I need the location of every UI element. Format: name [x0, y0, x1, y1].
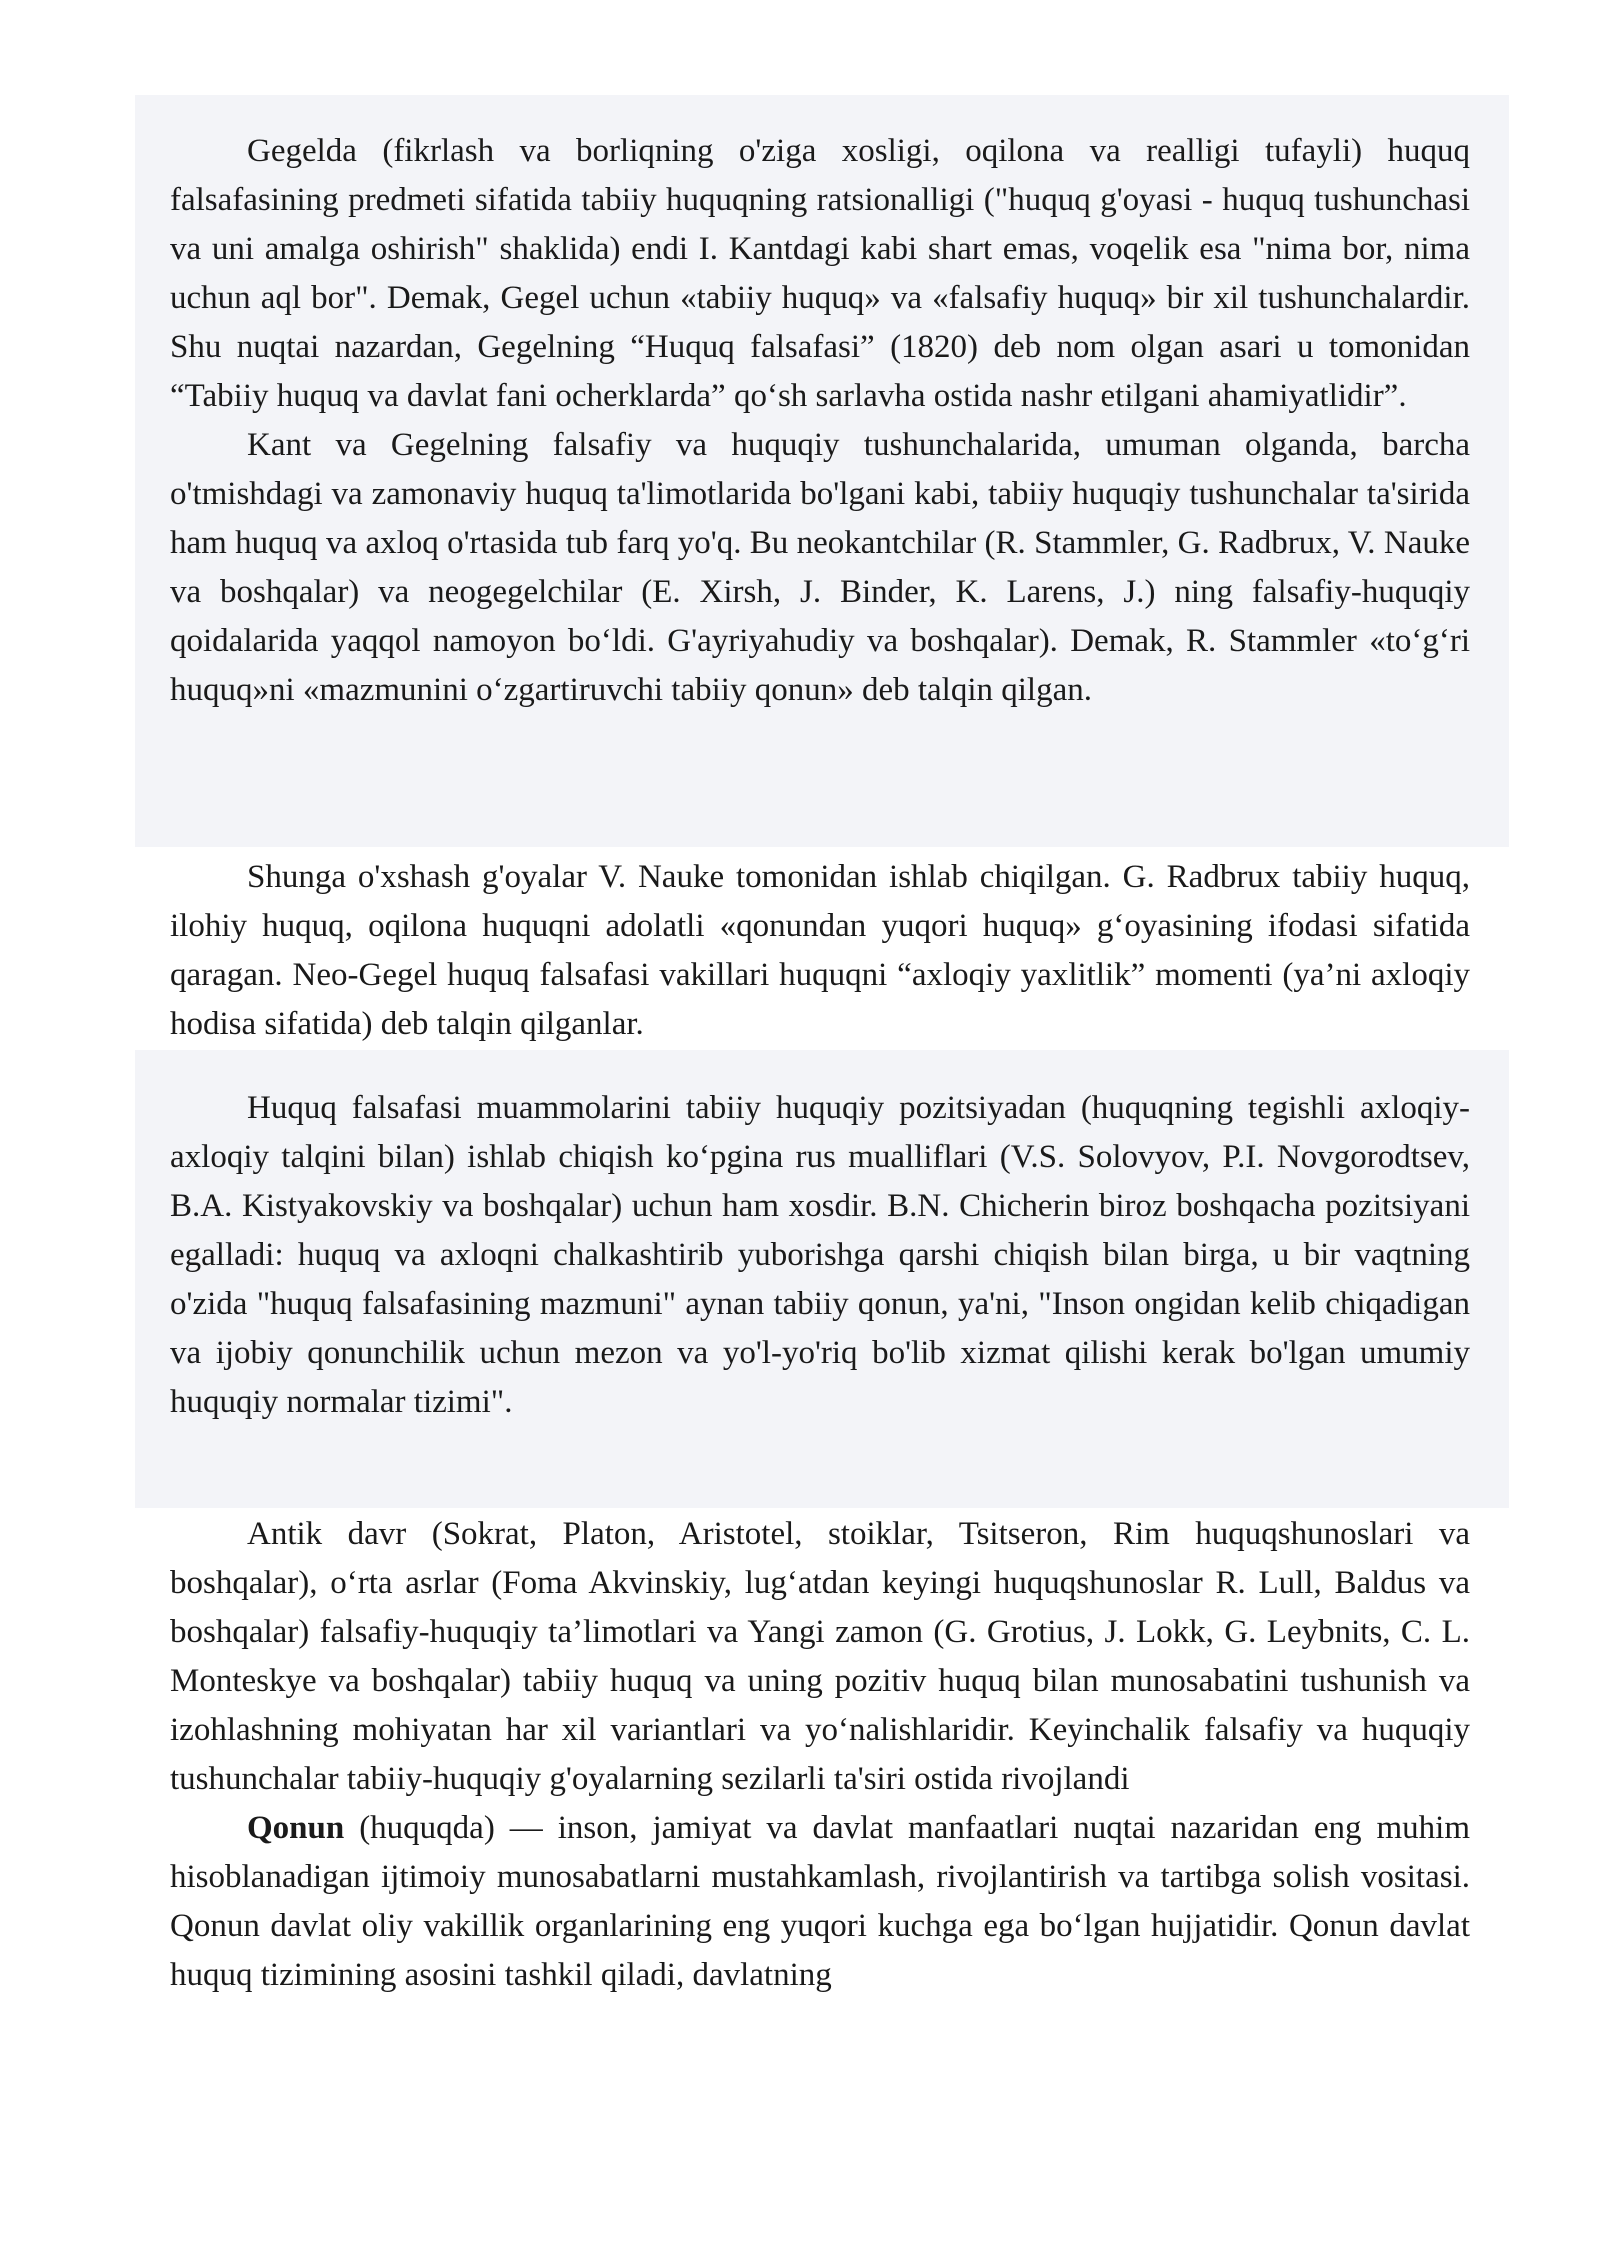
- text-block-hegel: [170, 127, 1470, 715]
- qonun-definition-text: (huquqda) — inson, jamiyat va davlat manfaatlari nuqtai nazaridan eng muhim hisoblanadigan ijtimoiy munosabatlarni mustahkamlash, rivojlantirish va tartibga solish vositasi. Qonun davlat oliy vakillik organlarining eng yuqori kuchga ega bo‘lgan hujjatidir. Qonun davlat huquq tizimining asosini tashkil qiladi, davlatning: [170, 1810, 1470, 1993]
- paragraph-qonun-definition: [170, 1804, 1470, 2000]
- paragraph-hegel-natural-law: Gegelda (fikrlash va borliqning o'ziga xosligi, oqilona va realligi tufayli) huquq falsafasining predmeti sifatida tabiiy huquqning ratsionalligi ("huquq g'oyasi - huquq tushunchasi va uni amalga oshirish" shaklida) endi I. Kantdagi kabi shart emas, voqelik esa "nima bor, nima uchun aql bor". Demak, Gegel uchun «tabiiy huquq» va «falsafiy huquq» bir xil tushunchalardir. Shu nuqtai nazardan, Gegelning “Huquq falsafasi” (1820) deb nom olgan asari u tomonidan “Tabiiy huquq va davlat fani ocherklarda” qo‘sh sarlavha ostida nashr etilgani ahamiyatlidir”.: [170, 133, 1470, 414]
- paragraph-kant-hegel: Kant va Gegelning falsafiy va huquqiy tushunchalarida, umuman olganda, barcha o'tmishdagi va zamonaviy huquq ta'limotlarida bo'lgani kabi, tabiiy huquqiy tushunchalar ta'sirida ham huquq va axloq o'rtasida tub farq yo'q. Bu neokantchilar (R. Stammler, G. Radbrux, V. Nauke va boshqalar) va neogegelchilar (E. Xirsh, J. Binder, K. Larens, J.) ning falsafiy-huquqiy qoidalarida yaqqol namoyon bo‘ldi. G'ayriyahudiy va boshqalar). Demak, R. Stammler «to‘g‘ri huquq»ni «mazmunini o‘zgartiruvchi tabiiy qonun» deb talqin qilgan.: [170, 427, 1470, 708]
- paragraph-nauke-radbruch: Shunga o'xshash g'oyalar V. Nauke tomonidan ishlab chiqilgan. G. Radbrux tabiiy huquq, ilohiy huquq, oqilona huquqni adolatli «qonundan yuqori huquq» g‘oyasining ifodasi sifatida qaragan. Neo-Gegel huquq falsafasi vakillari huquqni “axloqiy yaxlitlik” momenti (ya’ni axloqiy hodisa sifatida) deb talqin qilganlar.: [170, 859, 1470, 1042]
- text-block-nauke: [170, 853, 1470, 1049]
- text-block-antiquity: [170, 1510, 1470, 2000]
- text-block-russian-authors: [170, 1084, 1470, 1427]
- paragraph-antiquity: Antik davr (Sokrat, Platon, Aristotel, stoiklar, Tsitseron, Rim huquqshunoslari va boshqalar), o‘rta asrlar (Foma Akvinskiy, lug‘atdan keyingi huquqshunoslar R. Lull, Baldus va boshqalar) falsafiy-huquqiy ta’limotlari va Yangi zamon (G. Grotius, J. Lokk, G. Leybnits, C. L. Monteskye va boshqalar) tabiiy huquq va uning pozitiv huquq bilan munosabatini tushunish va izohlashning mohiyatan har xil variantlari va yo‘nalishlaridir. Keyinchalik falsafiy va huquqiy tushunchalar tabiiy-huquqiy g'oyalarning sezilarli ta'siri ostida rivojlandi: [170, 1516, 1470, 1797]
- paragraph-russian-authors: Huquq falsafasi muammolarini tabiiy huquqiy pozitsiyadan (huquqning tegishli axloqiy-axloqiy talqini bilan) ishlab chiqish ko‘pgina rus mualliflari (V.S. Solovyov, P.I. Novgorodtsev, B.A. Kistyakovskiy va boshqalar) uchun ham xosdir. B.N. Chicherin biroz boshqacha pozitsiyani egalladi: huquq va axloqni chalkashtirib yuborishga qarshi chiqish bilan birga, u bir vaqtning o'zida "huquq falsafasining mazmuni" aynan tabiiy qonun, ya'ni, "Inson ongidan kelib chiqadigan va ijobiy qonunchilik uchun mezon va yo'l-yo'riq bo'lib xizmat qilishi kerak bo'lgan umumiy huquqiy normalar tizimi".: [170, 1090, 1470, 1420]
- term-qonun: Qonun: [247, 1810, 345, 1846]
